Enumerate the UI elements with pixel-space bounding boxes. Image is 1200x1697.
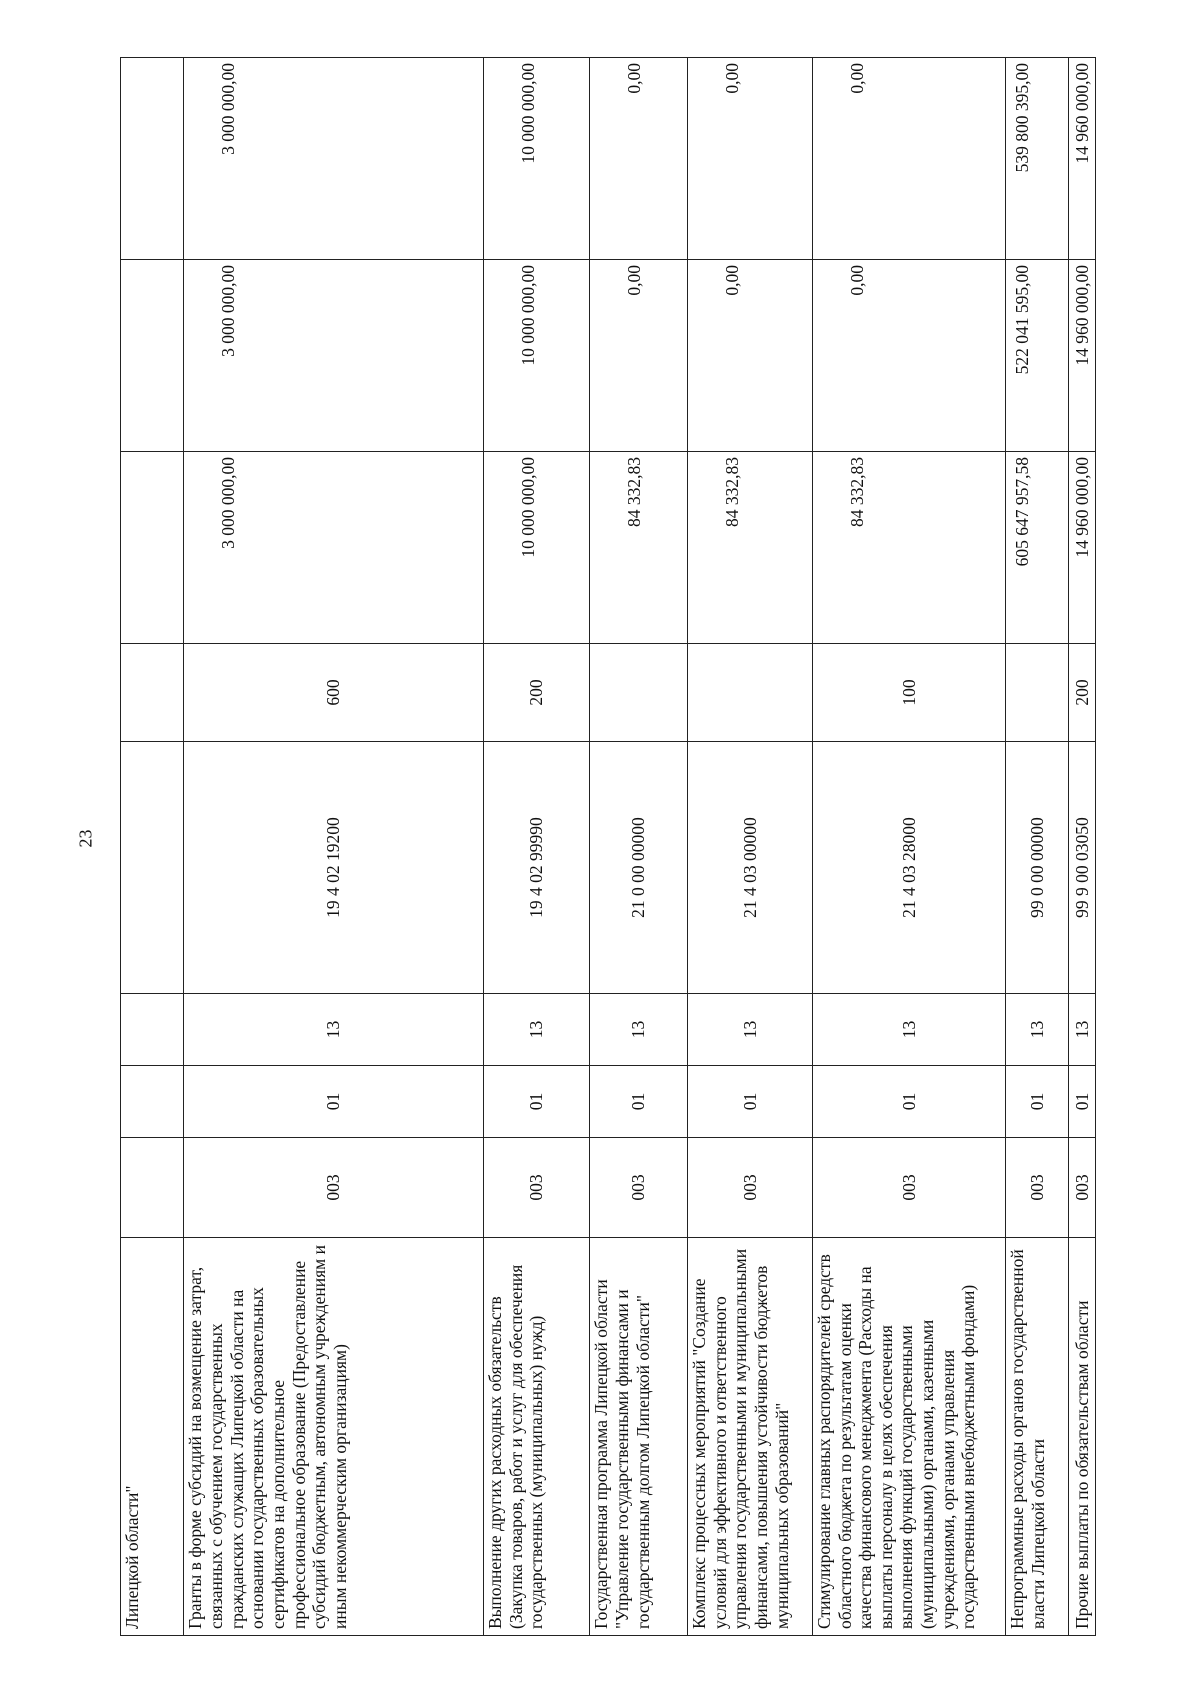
sum-year3-cell: 14 960 000,00 — [1068, 58, 1095, 260]
ved-code-cell: 003 — [812, 1138, 1006, 1238]
sum-year2-cell — [121, 260, 184, 452]
ved-code-cell: 003 — [1006, 1138, 1068, 1238]
target-article-cell: 99 9 00 03050 — [1068, 742, 1095, 994]
sum-year2-cell: 0,00 — [812, 260, 1006, 452]
ved-code-cell: 003 — [688, 1138, 813, 1238]
expense-type-cell — [590, 644, 688, 742]
sum-year1-cell: 84 332,83 — [590, 452, 688, 644]
sum-year3-cell: 10 000 000,00 — [484, 58, 590, 260]
target-article-cell: 19 4 02 19200 — [184, 742, 484, 994]
target-article-cell: 99 0 00 00000 — [1006, 742, 1068, 994]
section-cell: 01 — [1068, 1066, 1095, 1138]
subsection-cell: 13 — [590, 994, 688, 1066]
sum-year1-cell: 14 960 000,00 — [1068, 452, 1095, 644]
section-cell: 01 — [590, 1066, 688, 1138]
table-row — [590, 58, 688, 1636]
sum-year2-cell: 14 960 000,00 — [1068, 260, 1095, 452]
subsection-cell: 13 — [184, 994, 484, 1066]
budget-table — [120, 57, 1096, 1636]
sum-year1-cell: 3 000 000,00 — [184, 452, 484, 644]
rotated-page-content — [120, 58, 1096, 1636]
sum-year3-cell: 539 800 395,00 — [1006, 58, 1068, 260]
sum-year2-cell: 3 000 000,00 — [184, 260, 484, 452]
table-row — [812, 58, 1006, 1636]
section-cell: 01 — [688, 1066, 813, 1138]
subsection-cell: 13 — [1006, 994, 1068, 1066]
ved-code-cell: 003 — [1068, 1138, 1095, 1238]
sum-year3-cell: 0,00 — [590, 58, 688, 260]
ved-code-cell: 003 — [184, 1138, 484, 1238]
sum-year2-cell: 522 041 595,00 — [1006, 260, 1068, 452]
expense-type-cell: 100 — [812, 644, 1006, 742]
table-row — [688, 58, 813, 1636]
name-cell: Стимулирование главных распорядителей средств областного бюджета по результатам оценки качества финансового менеджмента (Расходы на выплаты персоналу в целях обеспечения выполнения функций государственными (муниципальными) органами, казенными учреждениями, органами управления государственными внебюджетными фондами) — [812, 1238, 1006, 1636]
subsection-cell: 13 — [1068, 994, 1095, 1066]
sum-year1-cell — [121, 452, 184, 644]
target-article-cell: 19 4 02 99990 — [484, 742, 590, 994]
section-cell: 01 — [1006, 1066, 1068, 1138]
target-article-cell: 21 4 03 28000 — [812, 742, 1006, 994]
target-article-cell: 21 0 00 00000 — [590, 742, 688, 994]
expense-type-cell — [688, 644, 813, 742]
name-cell: Прочие выплаты по обязательствам области — [1068, 1238, 1095, 1636]
page-number: 23 — [75, 829, 96, 848]
sum-year2-cell: 10 000 000,00 — [484, 260, 590, 452]
sum-year3-cell: 3 000 000,00 — [184, 58, 484, 260]
table-row — [1068, 58, 1095, 1636]
sum-year1-cell: 84 332,83 — [688, 452, 813, 644]
target-article-cell — [121, 742, 184, 994]
sum-year2-cell: 0,00 — [688, 260, 813, 452]
table-row — [1006, 58, 1068, 1636]
sum-year3-cell — [121, 58, 184, 260]
name-cell: Непрограммные расходы органов государственной власти Липецкой области — [1006, 1238, 1068, 1636]
sum-year3-cell: 0,00 — [688, 58, 813, 260]
subsection-cell: 13 — [688, 994, 813, 1066]
section-cell — [121, 1066, 184, 1138]
subsection-cell: 13 — [484, 994, 590, 1066]
ved-code-cell: 003 — [590, 1138, 688, 1238]
subsection-cell — [121, 994, 184, 1066]
expense-type-cell: 200 — [1068, 644, 1095, 742]
sum-year3-cell: 0,00 — [812, 58, 1006, 260]
name-cell: Государственная программа Липецкой области "Управление государственными финансами и государственным долгом Липецкой области" — [590, 1238, 688, 1636]
sum-year2-cell: 0,00 — [590, 260, 688, 452]
name-cell: Комплекс процессных мероприятий "Создание условий для эффективного и ответственного управления государственными и муниципальными финансами, повышения устойчивости бюджетов муниципальных образований" — [688, 1238, 813, 1636]
sum-year1-cell: 10 000 000,00 — [484, 452, 590, 644]
section-cell: 01 — [184, 1066, 484, 1138]
name-cell: Гранты в форме субсидий на возмещение затрат, связанных с обучением государственных гражданских служащих Липецкой области на основании государственных образовательных сертификатов на дополнительное профессиональное образование (Предоставление субсидий бюджетным, автономным учреждениям и иным некоммерческим организациям) — [184, 1238, 484, 1636]
expense-type-cell — [121, 644, 184, 742]
table-row — [484, 58, 590, 1636]
section-cell: 01 — [812, 1066, 1006, 1138]
name-cell: Липецкой области" — [121, 1238, 184, 1636]
table-row — [121, 58, 184, 1636]
expense-type-cell: 600 — [184, 644, 484, 742]
expense-type-cell: 200 — [484, 644, 590, 742]
sum-year1-cell: 605 647 957,58 — [1006, 452, 1068, 644]
ved-code-cell — [121, 1138, 184, 1238]
subsection-cell: 13 — [812, 994, 1006, 1066]
name-cell: Выполнение других расходных обязательств (Закупка товаров, работ и услуг для обеспечения государственных (муниципальных) нужд) — [484, 1238, 590, 1636]
ved-code-cell: 003 — [484, 1138, 590, 1238]
section-cell: 01 — [484, 1066, 590, 1138]
target-article-cell: 21 4 03 00000 — [688, 742, 813, 994]
sum-year1-cell: 84 332,83 — [812, 452, 1006, 644]
expense-type-cell — [1006, 644, 1068, 742]
table-row — [184, 58, 484, 1636]
